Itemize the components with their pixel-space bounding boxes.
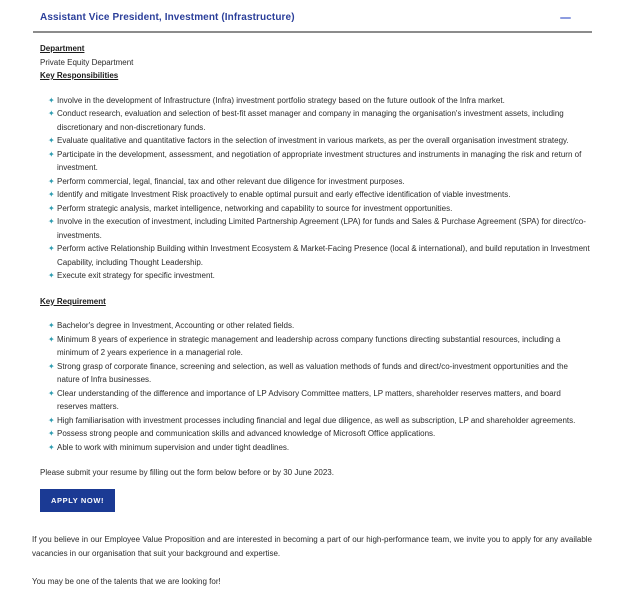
list-item (40, 202, 592, 216)
list-item-text: Execute exit strategy for specific investment. (57, 271, 215, 280)
list-item-text: Able to work with minimum supervision and under tight deadlines. (57, 442, 290, 452)
list-item-text: Involve in the development of Infrastructure (Infra) investment portfolio strategy based on the future outlook of the Infra market. (57, 95, 505, 105)
diamond-bullet-icon: ✦ (48, 176, 55, 186)
diamond-bullet-icon: ✦ (48, 429, 55, 438)
responsibilities-list (40, 94, 592, 283)
diamond-bullet-icon: ✦ (48, 203, 55, 213)
diamond-bullet-icon: ✦ (48, 95, 55, 105)
apply-now-button[interactable]: APPLY NOW! (40, 489, 115, 512)
list-item (40, 333, 592, 360)
list-item-text: Conduct research, evaluation and selection of best-fit asset manager and company in managing the organisation's investment assets, including discretionary and non-discretionary funds. (57, 109, 564, 132)
list-item-text: High familiarisation with investment processes including financial and legal due diligence, as well as subscription, LP and shareholder agreements. (57, 415, 576, 425)
list-item-text: Perform active Relationship Building within Investment Ecosystem & Market-Facing Presence (local & international), and build reputation in Investment Capability, including Thought Leadership. (57, 244, 590, 267)
diamond-bullet-icon: ✦ (48, 244, 55, 253)
list-item (40, 134, 592, 148)
footer-paragraph: If you believe in our Employee Value Proposition and are interested in becoming a part of our high-performance team, we invite you to apply for any available vacancies in our organisation that suit your background and expertise. (32, 535, 592, 558)
list-item-text: Perform commercial, legal, financial, tax and other relevant due diligence for investment purposes. (57, 176, 405, 186)
list-item-text: Evaluate qualitative and quantitative factors in the selection of investment in various markets, as per the overall organisation investment strategy. (57, 136, 569, 145)
accordion-header[interactable] (33, 10, 592, 31)
list-item-text: Participate in the development, assessment, and negotiation of appropriate investment structures and instruments in managing the risk and return of investment. (57, 149, 582, 172)
diamond-bullet-icon: ✦ (48, 217, 55, 226)
list-item (40, 387, 592, 414)
diamond-bullet-icon: ✦ (48, 361, 55, 371)
diamond-bullet-icon: ✦ (48, 190, 55, 199)
list-item-text: Possess strong people and communication skills and advanced knowledge of Microsoft Office applications. (57, 429, 436, 438)
list-item-text: Involve in the execution of investment, including Limited Partnership Agreement (LPA) for funds and Sales & Purchase Agreement (SPA) for direct/co-investments. (57, 217, 586, 240)
list-item-text: Clear understanding of the difference and importance of LP Advisory Committee matters, LP matters, shareholder reserves matters, and board reserves matters. (57, 388, 561, 411)
list-item (40, 175, 592, 189)
diamond-bullet-icon: ✦ (48, 271, 55, 280)
list-item-text: Perform strategic analysis, market intelligence, networking and capability to source for investment opportunities. (57, 203, 453, 213)
collapse-button[interactable] (558, 13, 573, 23)
list-item-text: Strong grasp of corporate finance, screening and selection, as well as valuation methods of funds and direct/co-investment opportunities and the nature of Infra businesses. (57, 361, 568, 384)
job-posting-panel (33, 0, 592, 512)
list-item (40, 242, 592, 269)
diamond-bullet-icon: ✦ (48, 149, 55, 159)
diamond-bullet-icon: ✦ (48, 109, 55, 118)
department-heading: Department (40, 44, 85, 53)
list-item (40, 188, 592, 202)
department-value: Private Equity Department (40, 57, 134, 67)
diamond-bullet-icon: ✦ (48, 334, 55, 344)
submit-instruction: Please submit your resume by filling out the form below before or by 30 June 2023. (40, 468, 334, 477)
list-item (40, 441, 592, 455)
list-item (40, 148, 592, 175)
diamond-bullet-icon: ✦ (48, 388, 55, 398)
list-item-text: Bachelor's degree in Investment, Accounting or other related fields. (57, 321, 295, 330)
list-item (40, 427, 592, 441)
diamond-bullet-icon: ✦ (48, 442, 55, 452)
responsibilities-heading: Key Responsibilities (40, 71, 119, 80)
list-item (40, 360, 592, 387)
minus-icon (560, 17, 571, 19)
diamond-bullet-icon: ✦ (48, 415, 55, 425)
list-item (40, 215, 592, 242)
list-item-text: Minimum 8 years of experience in strategic management and leadership across company functions directing substantial resources, including a minimum of 2 years experience in a managerial role. (57, 334, 561, 357)
job-title: Assistant Vice President, Investment (Infrastructure) (40, 12, 295, 23)
diamond-bullet-icon: ✦ (48, 136, 55, 145)
job-details (33, 33, 592, 512)
footer (32, 533, 592, 589)
list-item-text: Identify and mitigate Investment Risk proactively to enable optimal pursuit and early effective identification of viable investments. (57, 190, 511, 199)
list-item (40, 107, 592, 134)
footer-tagline: You may be one of the talents that we are looking for! (32, 577, 221, 586)
requirements-list (40, 319, 592, 454)
diamond-bullet-icon: ✦ (48, 321, 55, 330)
list-item (40, 319, 592, 333)
list-item (40, 269, 592, 283)
list-item (40, 94, 592, 108)
requirements-heading: Key Requirement (40, 296, 106, 306)
list-item (40, 414, 592, 428)
